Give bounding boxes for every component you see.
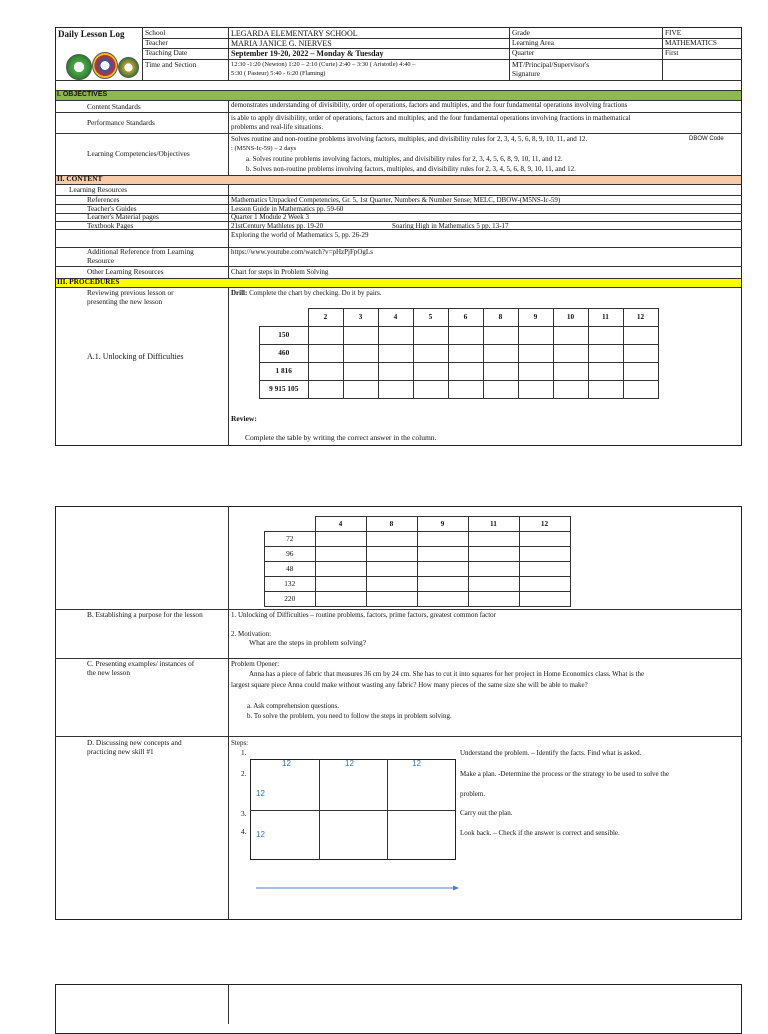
- row-number: 220: [265, 592, 316, 607]
- row-number: 96: [265, 547, 316, 562]
- row-number: 132: [265, 577, 316, 592]
- division-seal-logo: [118, 57, 139, 78]
- answer-cell[interactable]: [483, 345, 518, 363]
- page-3-frame: [55, 984, 742, 1034]
- teachers-guides-value: Lesson Guide in Mathematics pp. 59-60: [231, 205, 344, 213]
- answer-cell[interactable]: [483, 363, 518, 381]
- row-number: 150: [260, 327, 309, 345]
- steps-heading: Steps:: [231, 739, 249, 747]
- column-header: 9: [518, 309, 553, 327]
- answer-cell[interactable]: [378, 345, 413, 363]
- additional-reference-label-1: Additional Reference from Learning: [87, 247, 194, 256]
- answer-cell[interactable]: [518, 381, 553, 399]
- answer-cell[interactable]: [448, 327, 483, 345]
- textbook-label: Textbook Pages: [87, 221, 134, 230]
- answer-cell[interactable]: [413, 327, 448, 345]
- table-row: [265, 532, 571, 547]
- answer-cell[interactable]: [417, 577, 468, 592]
- review-label-2: presenting the new lesson: [87, 297, 163, 306]
- presenting-item-a: a. Ask comprehension questions.: [247, 702, 339, 710]
- drill-text: Complete the chart by checking. Do it by pairs.: [247, 289, 382, 297]
- answer-cell[interactable]: [343, 327, 378, 345]
- table-row: [260, 363, 659, 381]
- answer-cell[interactable]: [413, 381, 448, 399]
- column-header: 11: [468, 517, 519, 532]
- table-corner: [265, 517, 316, 532]
- quarter-value: First: [665, 48, 679, 57]
- objectives-band: [56, 90, 741, 101]
- problem-text-2: largest square piece Anna could make without wasting any fabric? How many pieces of the same size she will be able to make?: [231, 681, 588, 689]
- answer-cell[interactable]: [378, 363, 413, 381]
- answer-cell[interactable]: [378, 381, 413, 399]
- answer-cell[interactable]: [315, 532, 366, 547]
- teaching-date-label: Teaching Date: [145, 48, 188, 57]
- answer-cell[interactable]: [588, 345, 623, 363]
- answer-cell[interactable]: [315, 547, 366, 562]
- column-header: 2: [308, 309, 343, 327]
- answer-cell[interactable]: [483, 327, 518, 345]
- step-4-text: Look back. – Check if the answer is correct and sensible.: [460, 829, 620, 837]
- textbook-value-1: 21stCentury Mathletes pp. 19-20: [231, 222, 324, 230]
- review-label-1: Reviewing previous lesson or: [87, 288, 174, 297]
- answer-cell[interactable]: [623, 345, 658, 363]
- procedures-band: [56, 278, 741, 288]
- answer-cell[interactable]: [417, 592, 468, 607]
- answer-cell[interactable]: [366, 532, 417, 547]
- answer-cell[interactable]: [588, 327, 623, 345]
- other-resources-label: Other Learning Resources: [87, 267, 164, 276]
- review-heading: Review:: [231, 414, 257, 423]
- answer-cell[interactable]: [343, 345, 378, 363]
- references-label: References: [87, 195, 120, 204]
- answer-cell[interactable]: [308, 327, 343, 345]
- answer-cell[interactable]: [468, 592, 519, 607]
- teachers-guides-label: Teacher's Guides: [87, 204, 137, 213]
- quarter-label: Quarter: [512, 48, 535, 57]
- row-number: 72: [265, 532, 316, 547]
- step-number-2: 2.: [241, 769, 247, 778]
- additional-reference-link[interactable]: https://www.youtube.com/watch?v=pHzPjFpOgLs: [231, 248, 373, 256]
- fabric-label-side-1: 12: [256, 789, 265, 798]
- length-arrow: [256, 884, 460, 892]
- answer-cell[interactable]: [519, 532, 570, 547]
- area-label: Learning Area: [512, 38, 554, 47]
- purpose-line-2: 2. Motivation:: [231, 630, 272, 638]
- school-seal-logo: [92, 52, 118, 79]
- answer-cell[interactable]: [553, 327, 588, 345]
- column-header: 12: [623, 309, 658, 327]
- answer-cell[interactable]: [519, 592, 570, 607]
- answer-cell[interactable]: [308, 381, 343, 399]
- competency-line-1: Solves routine and non-routine problems involving factors, multiples, and divisibility rules for 2, 3, 4, 5, 6, 8, 9, 10, 11, and 12.: [231, 135, 588, 143]
- table-row: [260, 345, 659, 363]
- performance-line-2: problems and real-life situations.: [231, 123, 324, 131]
- content-standards-label: Content Standards: [87, 102, 141, 111]
- answer-cell[interactable]: [468, 577, 519, 592]
- column-header: 12: [519, 517, 570, 532]
- teaching-date-value: September 19-20, 2022 – Monday & Tuesday: [231, 49, 384, 58]
- dbow-code: DBOW Code: [689, 136, 724, 142]
- step-2-text-a: Make a plan. -Determine the process or the strategy to be used to solve the: [460, 770, 669, 778]
- answer-cell[interactable]: [308, 363, 343, 381]
- answer-cell[interactable]: [483, 381, 518, 399]
- step-1-text: Understand the problem. – Identify the facts. Find what is asked.: [460, 749, 642, 757]
- time-section-label: Time and Section: [145, 60, 197, 69]
- divisibility-drill-table: [259, 308, 659, 399]
- fabric-label-top-1: 12: [282, 759, 291, 768]
- answer-cell[interactable]: [553, 363, 588, 381]
- answer-cell[interactable]: [468, 562, 519, 577]
- content-heading: II. CONTENT: [57, 174, 103, 183]
- answer-cell[interactable]: [519, 577, 570, 592]
- column-header: 8: [483, 309, 518, 327]
- answer-cell[interactable]: [417, 532, 468, 547]
- table-row: [260, 327, 659, 345]
- drill-instruction: [231, 289, 382, 297]
- answer-cell[interactable]: [343, 381, 378, 399]
- answer-cell[interactable]: [448, 363, 483, 381]
- table-corner: [260, 309, 309, 327]
- answer-cell[interactable]: [448, 345, 483, 363]
- step-3-text: Carry out the plan.: [460, 809, 513, 817]
- table-row: [265, 577, 571, 592]
- answer-cell[interactable]: [366, 562, 417, 577]
- table-row: [265, 562, 571, 577]
- row-number: 460: [260, 345, 309, 363]
- answer-cell[interactable]: [343, 363, 378, 381]
- answer-cell[interactable]: [519, 547, 570, 562]
- purpose-label: B. Establishing a purpose for the lesson: [87, 610, 203, 619]
- answer-cell[interactable]: [366, 592, 417, 607]
- time-value-line1: 12:30 -1:20 (Newton) 1:20 – 2:10 (Curie) 2:40 – 3:30 ( Aristotle) 4:40 –: [231, 61, 416, 68]
- table-row: [265, 547, 571, 562]
- answer-cell[interactable]: [553, 381, 588, 399]
- grade-label: Grade: [512, 28, 530, 37]
- answer-cell[interactable]: [366, 577, 417, 592]
- answer-cell[interactable]: [468, 532, 519, 547]
- column-header: 11: [588, 309, 623, 327]
- performance-line-1: is able to apply divisibility, order of operations, factors and multiples, and the four fundamental operations involving fractions in mathematical: [231, 114, 631, 122]
- answer-cell[interactable]: [378, 327, 413, 345]
- teacher-value: MARIA JANICE G. NIERVES: [231, 39, 332, 48]
- problem-text-1: Anna has a piece of fabric that measures 36 cm by 24 cm. She has to cut it into squares for her project in Home Economics class. What is the: [249, 670, 645, 678]
- competency-line-2: : (M5NS-Ic-59) – 2 days: [231, 145, 297, 152]
- column-header: 3: [343, 309, 378, 327]
- time-value-line2: 5:30 ( Pasteur) 5:40 - 6:20 (Flaming): [231, 70, 326, 77]
- teacher-label: Teacher: [145, 38, 168, 47]
- answer-cell[interactable]: [315, 562, 366, 577]
- answer-cell[interactable]: [413, 363, 448, 381]
- other-resources-value: Chart for steps in Problem Solving: [231, 268, 329, 276]
- answer-cell[interactable]: [623, 363, 658, 381]
- answer-cell[interactable]: [448, 381, 483, 399]
- column-header: 4: [378, 309, 413, 327]
- procedures-heading: III. PROCEDURES: [57, 277, 120, 286]
- area-value: MATHEMATICS: [665, 38, 717, 47]
- column-header: 4: [315, 517, 366, 532]
- discussing-label-1: D. Discussing new concepts and: [87, 738, 182, 747]
- step-number-3: 3.: [241, 809, 247, 818]
- presenting-label-2: the new lesson: [87, 668, 130, 677]
- discussing-label-2: practicing new skill #1: [87, 747, 154, 756]
- objectives-heading: I. OBJECTIVES: [57, 91, 108, 98]
- answer-cell[interactable]: [553, 345, 588, 363]
- purpose-line-3: What are the steps in problem solving?: [249, 638, 367, 647]
- answer-cell[interactable]: [417, 547, 468, 562]
- answer-cell[interactable]: [366, 547, 417, 562]
- school-label: School: [145, 28, 166, 37]
- column-header: 8: [366, 517, 417, 532]
- drill-bold-label: Drill:: [231, 289, 248, 297]
- textbook-value-2: Exploring the world of Mathematics 5, pp. 26-29: [231, 231, 369, 239]
- content-standards-value: demonstrates understanding of divisibility, order of operations, factors and multiples, and the four fundamental operations involving fractions: [231, 101, 628, 109]
- content-band: [56, 175, 741, 185]
- answer-cell[interactable]: [623, 381, 658, 399]
- competencies-label: Learning Competencies/Objectives: [87, 149, 190, 158]
- grade-value: FIVE: [665, 28, 682, 37]
- answer-cell[interactable]: [308, 345, 343, 363]
- answer-cell[interactable]: [519, 562, 570, 577]
- signature-label-1: MT/Principal/Supervisor's: [512, 60, 590, 69]
- answer-cell[interactable]: [623, 327, 658, 345]
- row-number: 9 915 105: [260, 381, 309, 399]
- answer-cell[interactable]: [417, 562, 468, 577]
- signature-label-2: Signature: [512, 69, 540, 78]
- learning-resources-label: Learning Resources: [69, 185, 128, 194]
- presenting-label-1: C. Presenting examples/ instances of: [87, 659, 195, 668]
- table-row: [265, 592, 571, 607]
- school-value: LEGARDA ELEMENTARY SCHOOL: [231, 29, 358, 38]
- step-2-text-b: problem.: [460, 790, 486, 798]
- problem-opener-heading: Problem Opener:: [231, 660, 280, 668]
- answer-cell[interactable]: [315, 577, 366, 592]
- answer-cell[interactable]: [588, 363, 623, 381]
- fabric-label-top-2: 12: [345, 759, 354, 768]
- row-number: 1 816: [260, 363, 309, 381]
- table-row: [260, 381, 659, 399]
- log-title: Daily Lesson Log: [58, 29, 125, 39]
- answer-cell[interactable]: [518, 363, 553, 381]
- answer-cell[interactable]: [468, 547, 519, 562]
- column-header: 5: [413, 309, 448, 327]
- column-header: 6: [448, 309, 483, 327]
- performance-standards-label: Performance Standards: [87, 118, 155, 127]
- learners-material-label: Learner's Material pages: [87, 212, 159, 221]
- references-value: Mathematics Unpacked Competencies, Gr. 5, 1st Quarter, Numbers & Number Sense; MELC, DBOW-(M5NS-Ic-59): [231, 196, 561, 204]
- column-header: 9: [417, 517, 468, 532]
- answer-cell[interactable]: [588, 381, 623, 399]
- fabric-label-top-3: 12: [412, 759, 421, 768]
- presenting-item-b: b. To solve the problem, you need to follow the steps in problem solving.: [247, 712, 452, 720]
- fabric-label-side-2: 12: [256, 830, 265, 839]
- answer-cell[interactable]: [518, 345, 553, 363]
- learners-material-value: Quarter 1 Module 2 Week 3: [231, 213, 310, 221]
- step-number-4: 4.: [241, 827, 247, 836]
- purpose-line-1: 1. Unlocking of Difficulties – routine problems, factors, prime factors, greatest common factor: [231, 611, 497, 619]
- review-instruction: Complete the table by writing the correct answer in the column.: [245, 433, 437, 442]
- answer-cell[interactable]: [413, 345, 448, 363]
- competency-a: a. Solves routine problems involving factors, multiples, and divisibility rules for 2, 3, 4, 5, 6, 8, 9, 10, 11, and 12.: [246, 155, 563, 163]
- row-number: 48: [265, 562, 316, 577]
- competency-b: b. Solves non-routine problems involving factors, multiples, and divisibility rules for 2, 3, 4, 5, 6, 8, 9, 10, 11, and 12.: [246, 165, 576, 173]
- column-header: 10: [553, 309, 588, 327]
- deped-seal-logo: [66, 54, 92, 80]
- divisibility-review-table: [264, 516, 571, 607]
- textbook-value-1b: Soaring High in Mathematics 5 pp. 13-17: [392, 222, 509, 230]
- additional-reference-label-2: Resource: [87, 256, 115, 265]
- step-number-1: 1.: [241, 748, 247, 757]
- answer-cell[interactable]: [518, 327, 553, 345]
- unlocking-label: A.1. Unlocking of Difficulties: [87, 352, 184, 361]
- answer-cell[interactable]: [315, 592, 366, 607]
